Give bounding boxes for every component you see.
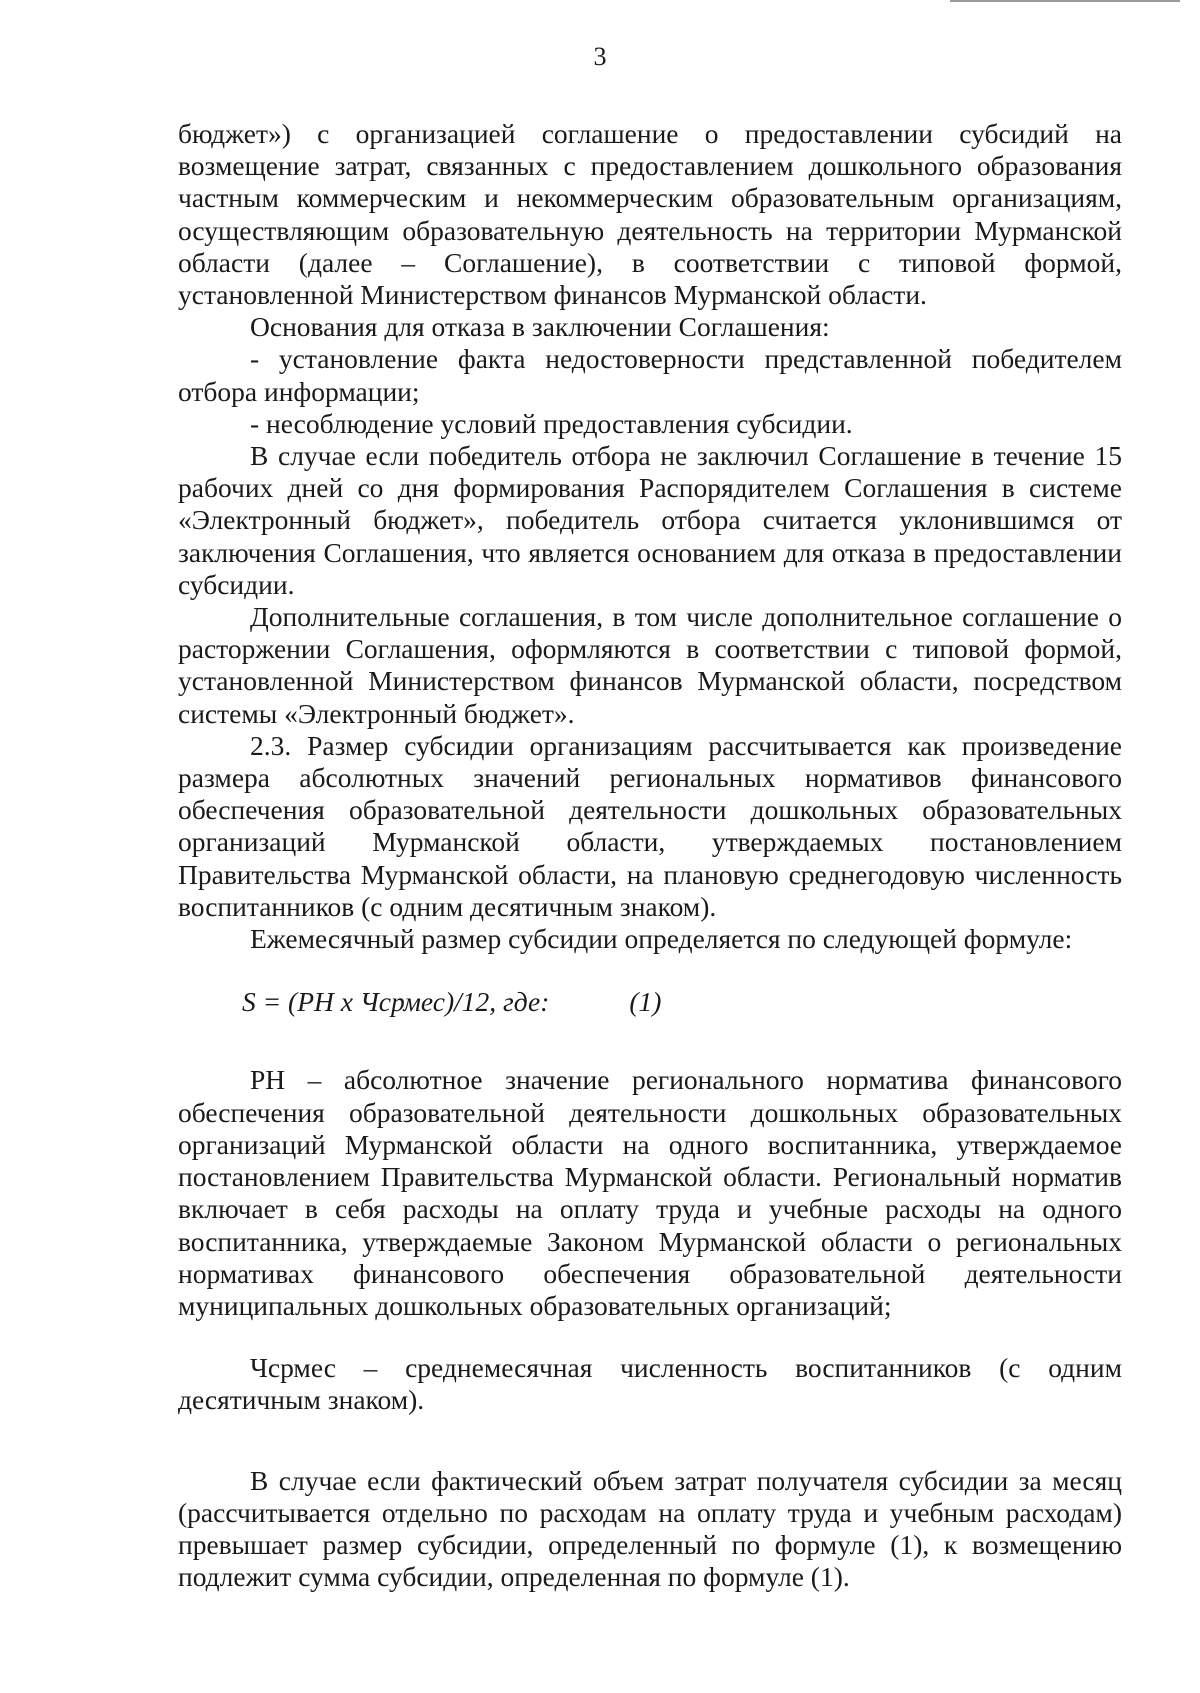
- paragraph-additional-agreements: Дополнительные соглашения, в том числе дополнительное соглашение о расторжении Соглашения, оформляются в соответствии с типовой формой, установленной Министерством финансов Мурманской области, посредством системы «Электронный бюджет».: [178, 601, 1122, 729]
- list-item-unreliable-info: - установление факта недостоверности представленной победителем отбора информации;: [178, 343, 1122, 407]
- definition-rn: РН – абсолютное значение регионального норматива финансового обеспечения образовательной деятельности дошкольных образовательных организаций Мурманской области на одного воспитанника, утверждаемое постановлением Правительства Мурманской области. Региональный норматив включает в себя расходы на оплату труда и учебные расходы на одного воспитанника, утверждаемые Законом Мурманской области о региональных нормативах финансового обеспечения образовательной деятельности муниципальных дошкольных образовательных организаций;: [178, 1064, 1122, 1321]
- definition-chsrmes: Чсрмес – среднемесячная численность воспитанников (с одним десятичным знаком).: [178, 1352, 1122, 1416]
- paragraph-refusal-grounds: Основания для отказа в заключении Соглашения:: [250, 311, 830, 343]
- paragraph-evasion: В случае если победитель отбора не заключил Соглашение в течение 15 рабочих дней со дня формирования Распорядителем Соглашения в системе «Электронный бюджет», победитель отбора считается уклонившимся от заключения Соглашения, что является основанием для отказа в предоставлении субсидии.: [178, 440, 1122, 600]
- list-item-noncompliance: - несоблюдение условий предоставления субсидии.: [250, 407, 853, 439]
- page-number: 3: [593, 42, 607, 71]
- paragraph-2-3-subsidy-size: 2.3. Размер субсидии организациям рассчитывается как произведение размера абсолютных значений региональных нормативов финансового обеспечения образовательной деятельности дошкольных образовательных организаций Мурманской области, утверждаемых постановлением Правительства Мурманской области, на плановую среднегодовую численность воспитанников (с одним десятичным знаком).: [178, 729, 1122, 922]
- document-body: [178, 118, 1122, 1593]
- paragraph-monthly-formula-intro: Ежемесячный размер субсидии определяется по следующей формуле:: [250, 923, 1073, 955]
- scan-edge-line: [950, 0, 1180, 2]
- formula-expression: S = (РН х Чсрмес)/12, где:: [242, 986, 550, 1018]
- paragraph-agreement: бюджет») с организацией соглашение о предоставлении субсидий на возмещение затрат, связанных с предоставлением дошкольного образования частным коммерческим и некоммерческим образовательным организациям, осуществляющим образовательную деятельность на территории Мурманской области (далее – Соглашение), в соответствии с типовой формой, установленной Министерством финансов Мурманской области.: [178, 118, 1122, 311]
- formula-line: [178, 986, 1122, 1018]
- formula-number: (1): [629, 986, 662, 1018]
- paragraph-actual-costs: В случае если фактический объем затрат получателя субсидии за месяц (рассчитывается отдельно по расходам на оплату труда и учебным расходам) превышает размер субсидии, определенный по формуле (1), к возмещению подлежит сумма субсидии, определенная по формуле (1).: [178, 1464, 1122, 1593]
